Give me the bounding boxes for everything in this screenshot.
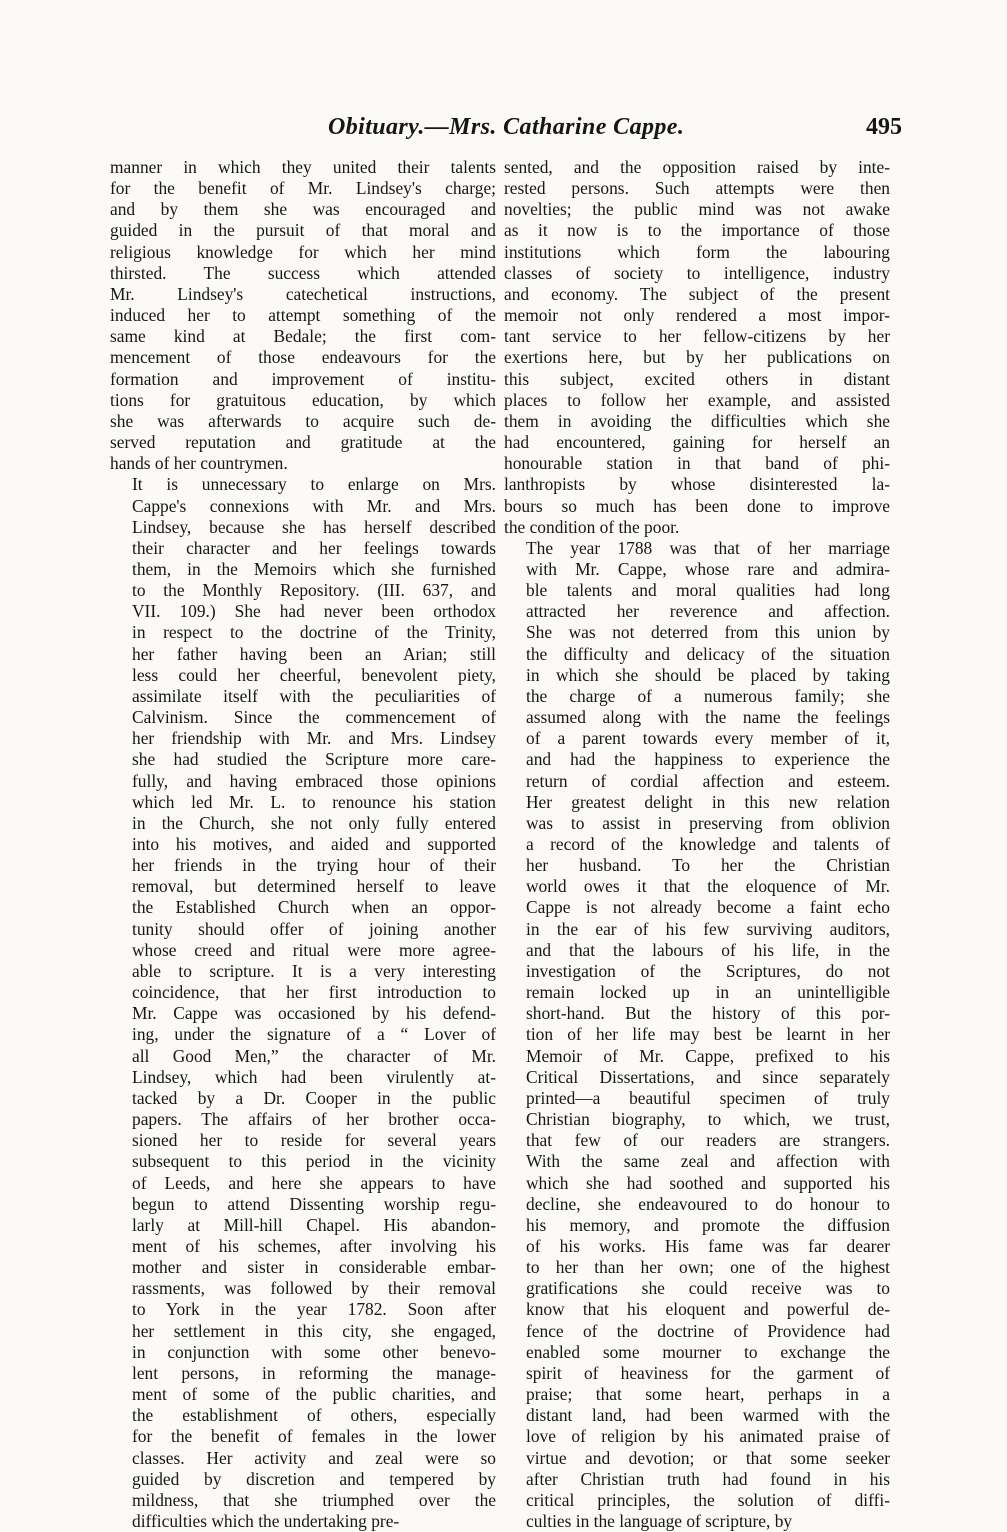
- text-line: difficulties which the undertaking pre-: [132, 1511, 400, 1531]
- text-line: her friends in the trying hour of their: [132, 855, 496, 876]
- text-line: larly at Mill-hill Chapel. His abandon-: [132, 1214, 496, 1235]
- text-line: The year 1788 was that of her marriage: [526, 537, 890, 558]
- text-line: of his works. His fame was far dearer: [526, 1235, 890, 1256]
- text-line: all Good Men,” the character of Mr.: [132, 1045, 496, 1066]
- text-line: distant land, had been warmed with the: [526, 1405, 890, 1426]
- text-line: Lindsey, which had been virulently at-: [132, 1066, 496, 1087]
- text-line: novelties; the public mind was not awake: [504, 199, 890, 220]
- text-line: lent persons, in reforming the manage-: [132, 1362, 496, 1383]
- text-line: fence of the doctrine of Providence had: [526, 1320, 890, 1341]
- text-line: in the Church, she not only fully entered: [132, 812, 496, 833]
- text-line: the difficulty and delicacy of the situation: [526, 643, 890, 664]
- text-line: after Christian truth had found in his: [526, 1468, 890, 1489]
- text-line: Christian biography, to which, we trust,: [526, 1109, 890, 1130]
- text-line: classes of society to intelligence, industry: [504, 262, 890, 283]
- text-line: rassments, was followed by their removal: [132, 1278, 496, 1299]
- text-line: in respect to the doctrine of the Trinity,: [132, 622, 496, 643]
- text-line: classes. Her activity and zeal were so: [132, 1447, 496, 1468]
- text-line: subsequent to this period in the vicinity: [132, 1151, 496, 1172]
- text-line: the establishment of others, especially: [132, 1405, 496, 1426]
- text-line: and by them she was encouraged and: [110, 199, 496, 220]
- text-line: her settlement in this city, she engaged,: [132, 1320, 496, 1341]
- text-line: bours so much has been done to improve: [504, 495, 890, 516]
- text-line: world owes it that the eloquence of Mr.: [526, 876, 890, 897]
- page-number: 495: [866, 114, 902, 140]
- text-line: tunity should offer of joining another: [132, 918, 496, 939]
- text-line: that few of our readers are strangers.: [526, 1130, 890, 1151]
- text-line: the charge of a numerous family; she: [526, 685, 890, 706]
- text-line: Mr. Cappe was occasioned by his defend-: [132, 1003, 496, 1024]
- text-line: assumed along with the name the feelings: [526, 707, 890, 728]
- text-line: manner in which they united their talents: [110, 157, 496, 177]
- text-line: his memory, and promote the diffusion: [526, 1214, 890, 1235]
- text-line: printed—a beautiful specimen of truly: [526, 1087, 890, 1108]
- text-line: enabled some mourner to exchange the: [526, 1341, 890, 1362]
- text-line: which led Mr. L. to renounce his station: [132, 791, 496, 812]
- text-line: them, in the Memoirs which she furnished: [132, 558, 496, 579]
- text-line: honourable station in that band of phi-: [504, 453, 890, 474]
- text-line: attracted her reverence and affection.: [526, 601, 890, 622]
- running-header: [100, 114, 910, 148]
- text-line: religious knowledge for which her mind: [110, 241, 496, 262]
- text-line: in the ear of his few surviving auditors,: [526, 918, 890, 939]
- text-line: which she had soothed and supported his: [526, 1172, 890, 1193]
- text-line: in which she should be placed by taking: [526, 664, 890, 685]
- text-line: and had the happiness to experience the: [526, 749, 890, 770]
- text-line: critical principles, the solution of diffi-: [526, 1489, 890, 1510]
- text-line: ment of some of the public charities, and: [132, 1384, 496, 1405]
- paragraph: [504, 538, 890, 1532]
- text-line: her friendship with Mr. and Mrs. Lindsey: [132, 728, 496, 749]
- text-line: thirsted. The success which attended: [110, 262, 496, 283]
- text-line: short-hand. But the history of this por-: [526, 1003, 890, 1024]
- text-line: ing, under the signature of a “ Lover of: [132, 1024, 496, 1045]
- text-line: her husband. To her the Christian: [526, 855, 890, 876]
- paragraph: [504, 157, 890, 538]
- text-line: Lindsey, because she has herself described: [132, 516, 496, 537]
- text-line: a record of the knowledge and talents of: [526, 834, 890, 854]
- text-line: investigation of the Scriptures, do not: [526, 960, 890, 981]
- text-line: tant service to her fellow-citizens by her: [504, 326, 890, 347]
- text-line: mother and sister in considerable embar-: [132, 1257, 496, 1278]
- left-column: [110, 157, 496, 1532]
- text-line: them in avoiding the difficulties which she: [504, 410, 890, 431]
- text-line: tions for gratuitous education, by which: [110, 389, 496, 410]
- text-line: Critical Dissertations, and since separately: [526, 1066, 890, 1087]
- text-line: It is unnecessary to enlarge on Mrs.: [132, 474, 496, 495]
- text-line: in conjunction with some other benevo-: [132, 1341, 496, 1362]
- text-line: Cappe's connexions with Mr. and Mrs.: [132, 495, 496, 516]
- text-line: hands of her countrymen.: [110, 453, 288, 474]
- text-line: the condition of the poor.: [504, 516, 680, 537]
- text-line: mencement of those endeavours for the: [110, 347, 496, 368]
- text-line: love of religion by his animated praise of: [526, 1426, 890, 1447]
- text-line: places to follow her example, and assisted: [504, 389, 890, 410]
- text-line: as it now is to the importance of those: [504, 220, 890, 241]
- text-line: their character and her feelings towards: [132, 537, 496, 558]
- text-line: the Established Church when an oppor-: [132, 897, 496, 918]
- text-line: to York in the year 1782. Soon after: [132, 1299, 496, 1320]
- text-line: guided by discretion and tempered by: [132, 1468, 496, 1489]
- text-line: had encountered, gaining for herself an: [504, 432, 890, 453]
- text-line: Mr. Lindsey's catechetical instructions,: [110, 283, 496, 304]
- text-line: Her greatest delight in this new relation: [526, 791, 890, 812]
- text-line: less could her cheerful, benevolent piety,: [132, 664, 496, 685]
- text-line: fully, and having embraced those opinions: [132, 770, 496, 791]
- text-line: begun to attend Dissenting worship regu-: [132, 1193, 496, 1214]
- text-line: lanthropists by whose disinterested la-: [504, 474, 890, 495]
- text-line: She was not deterred from this union by: [526, 622, 890, 643]
- text-line: whose creed and ritual were more agree-: [132, 939, 496, 960]
- text-line: served reputation and gratitude at the: [110, 432, 496, 453]
- text-line: Memoir of Mr. Cappe, prefixed to his: [526, 1045, 890, 1066]
- text-line: she had studied the Scripture more care-: [132, 749, 496, 770]
- paragraph: [110, 474, 496, 1532]
- text-line: gratifications she could receive was to: [526, 1278, 890, 1299]
- text-line: return of cordial affection and esteem.: [526, 770, 890, 791]
- text-line: exertions here, but by her publications on: [504, 347, 890, 368]
- text-line: to the Monthly Repository. (III. 637, and: [132, 580, 496, 601]
- text-line: spirit of heaviness for the garment of: [526, 1362, 890, 1383]
- text-line: culties in the language of scripture, by: [526, 1511, 793, 1531]
- paragraph: [110, 157, 496, 474]
- text-line: into his motives, and aided and supported: [132, 834, 496, 854]
- text-line: to her than her own; one of the highest: [526, 1257, 890, 1278]
- text-line: able to scripture. It is a very interesting: [132, 960, 496, 981]
- text-line: virtue and devotion; or that some seeker: [526, 1447, 890, 1468]
- text-line: ment of his schemes, after involving his: [132, 1235, 496, 1256]
- text-line: coincidence, that her first introduction to: [132, 982, 496, 1003]
- text-line: know that his eloquent and powerful de-: [526, 1299, 890, 1320]
- text-line: for the benefit of Mr. Lindsey's charge;: [110, 178, 496, 199]
- text-line: and economy. The subject of the present: [504, 283, 890, 304]
- text-line: with Mr. Cappe, whose rare and admira-: [526, 558, 890, 579]
- text-line: and that the labours of his life, in the: [526, 939, 890, 960]
- running-title: Obituary.—Mrs. Catharine Cappe.: [328, 114, 685, 140]
- text-line: was to assist in preserving from oblivion: [526, 812, 890, 833]
- text-line: of Leeds, and here she appears to have: [132, 1172, 496, 1193]
- text-line: of a parent towards every member of it,: [526, 728, 890, 749]
- right-column: [504, 157, 890, 1532]
- text-line: removal, but determined herself to leave: [132, 876, 496, 897]
- text-line: induced her to attempt something of the: [110, 305, 496, 326]
- text-line: rested persons. Such attempts were then: [504, 178, 890, 199]
- text-line: remain locked up in an unintelligible: [526, 982, 890, 1003]
- text-line: this subject, excited others in distant: [504, 368, 890, 389]
- text-line: she was afterwards to acquire such de-: [110, 410, 496, 431]
- text-line: sented, and the opposition raised by inte-: [504, 157, 890, 177]
- text-line: Cappe is not already become a faint echo: [526, 897, 890, 918]
- text-line: Calvinism. Since the commencement of: [132, 707, 496, 728]
- text-line: papers. The affairs of her brother occa-: [132, 1109, 496, 1130]
- text-line: praise; that some heart, perhaps in a: [526, 1384, 890, 1405]
- text-line: mildness, that she triumphed over the: [132, 1489, 496, 1510]
- text-line: VII. 109.) She had never been orthodox: [132, 601, 496, 622]
- text-line: institutions which form the labouring: [504, 241, 890, 262]
- text-line: sioned her to reside for several years: [132, 1130, 496, 1151]
- text-line: same kind at Bedale; the first com-: [110, 326, 496, 347]
- text-line: guided in the pursuit of that moral and: [110, 220, 496, 241]
- text-line: her father having been an Arian; still: [132, 643, 496, 664]
- text-line: ble talents and moral qualities had long: [526, 580, 890, 601]
- text-line: for the benefit of females in the lower: [132, 1426, 496, 1447]
- text-line: tacked by a Dr. Cooper in the public: [132, 1087, 496, 1108]
- text-line: With the same zeal and affection with: [526, 1151, 890, 1172]
- text-line: formation and improvement of institu-: [110, 368, 496, 389]
- text-line: tion of her life may best be learnt in her: [526, 1024, 890, 1045]
- text-line: memoir not only rendered a most impor-: [504, 305, 890, 326]
- text-line: assimilate itself with the peculiarities of: [132, 685, 496, 706]
- text-line: decline, she endeavoured to do honour to: [526, 1193, 890, 1214]
